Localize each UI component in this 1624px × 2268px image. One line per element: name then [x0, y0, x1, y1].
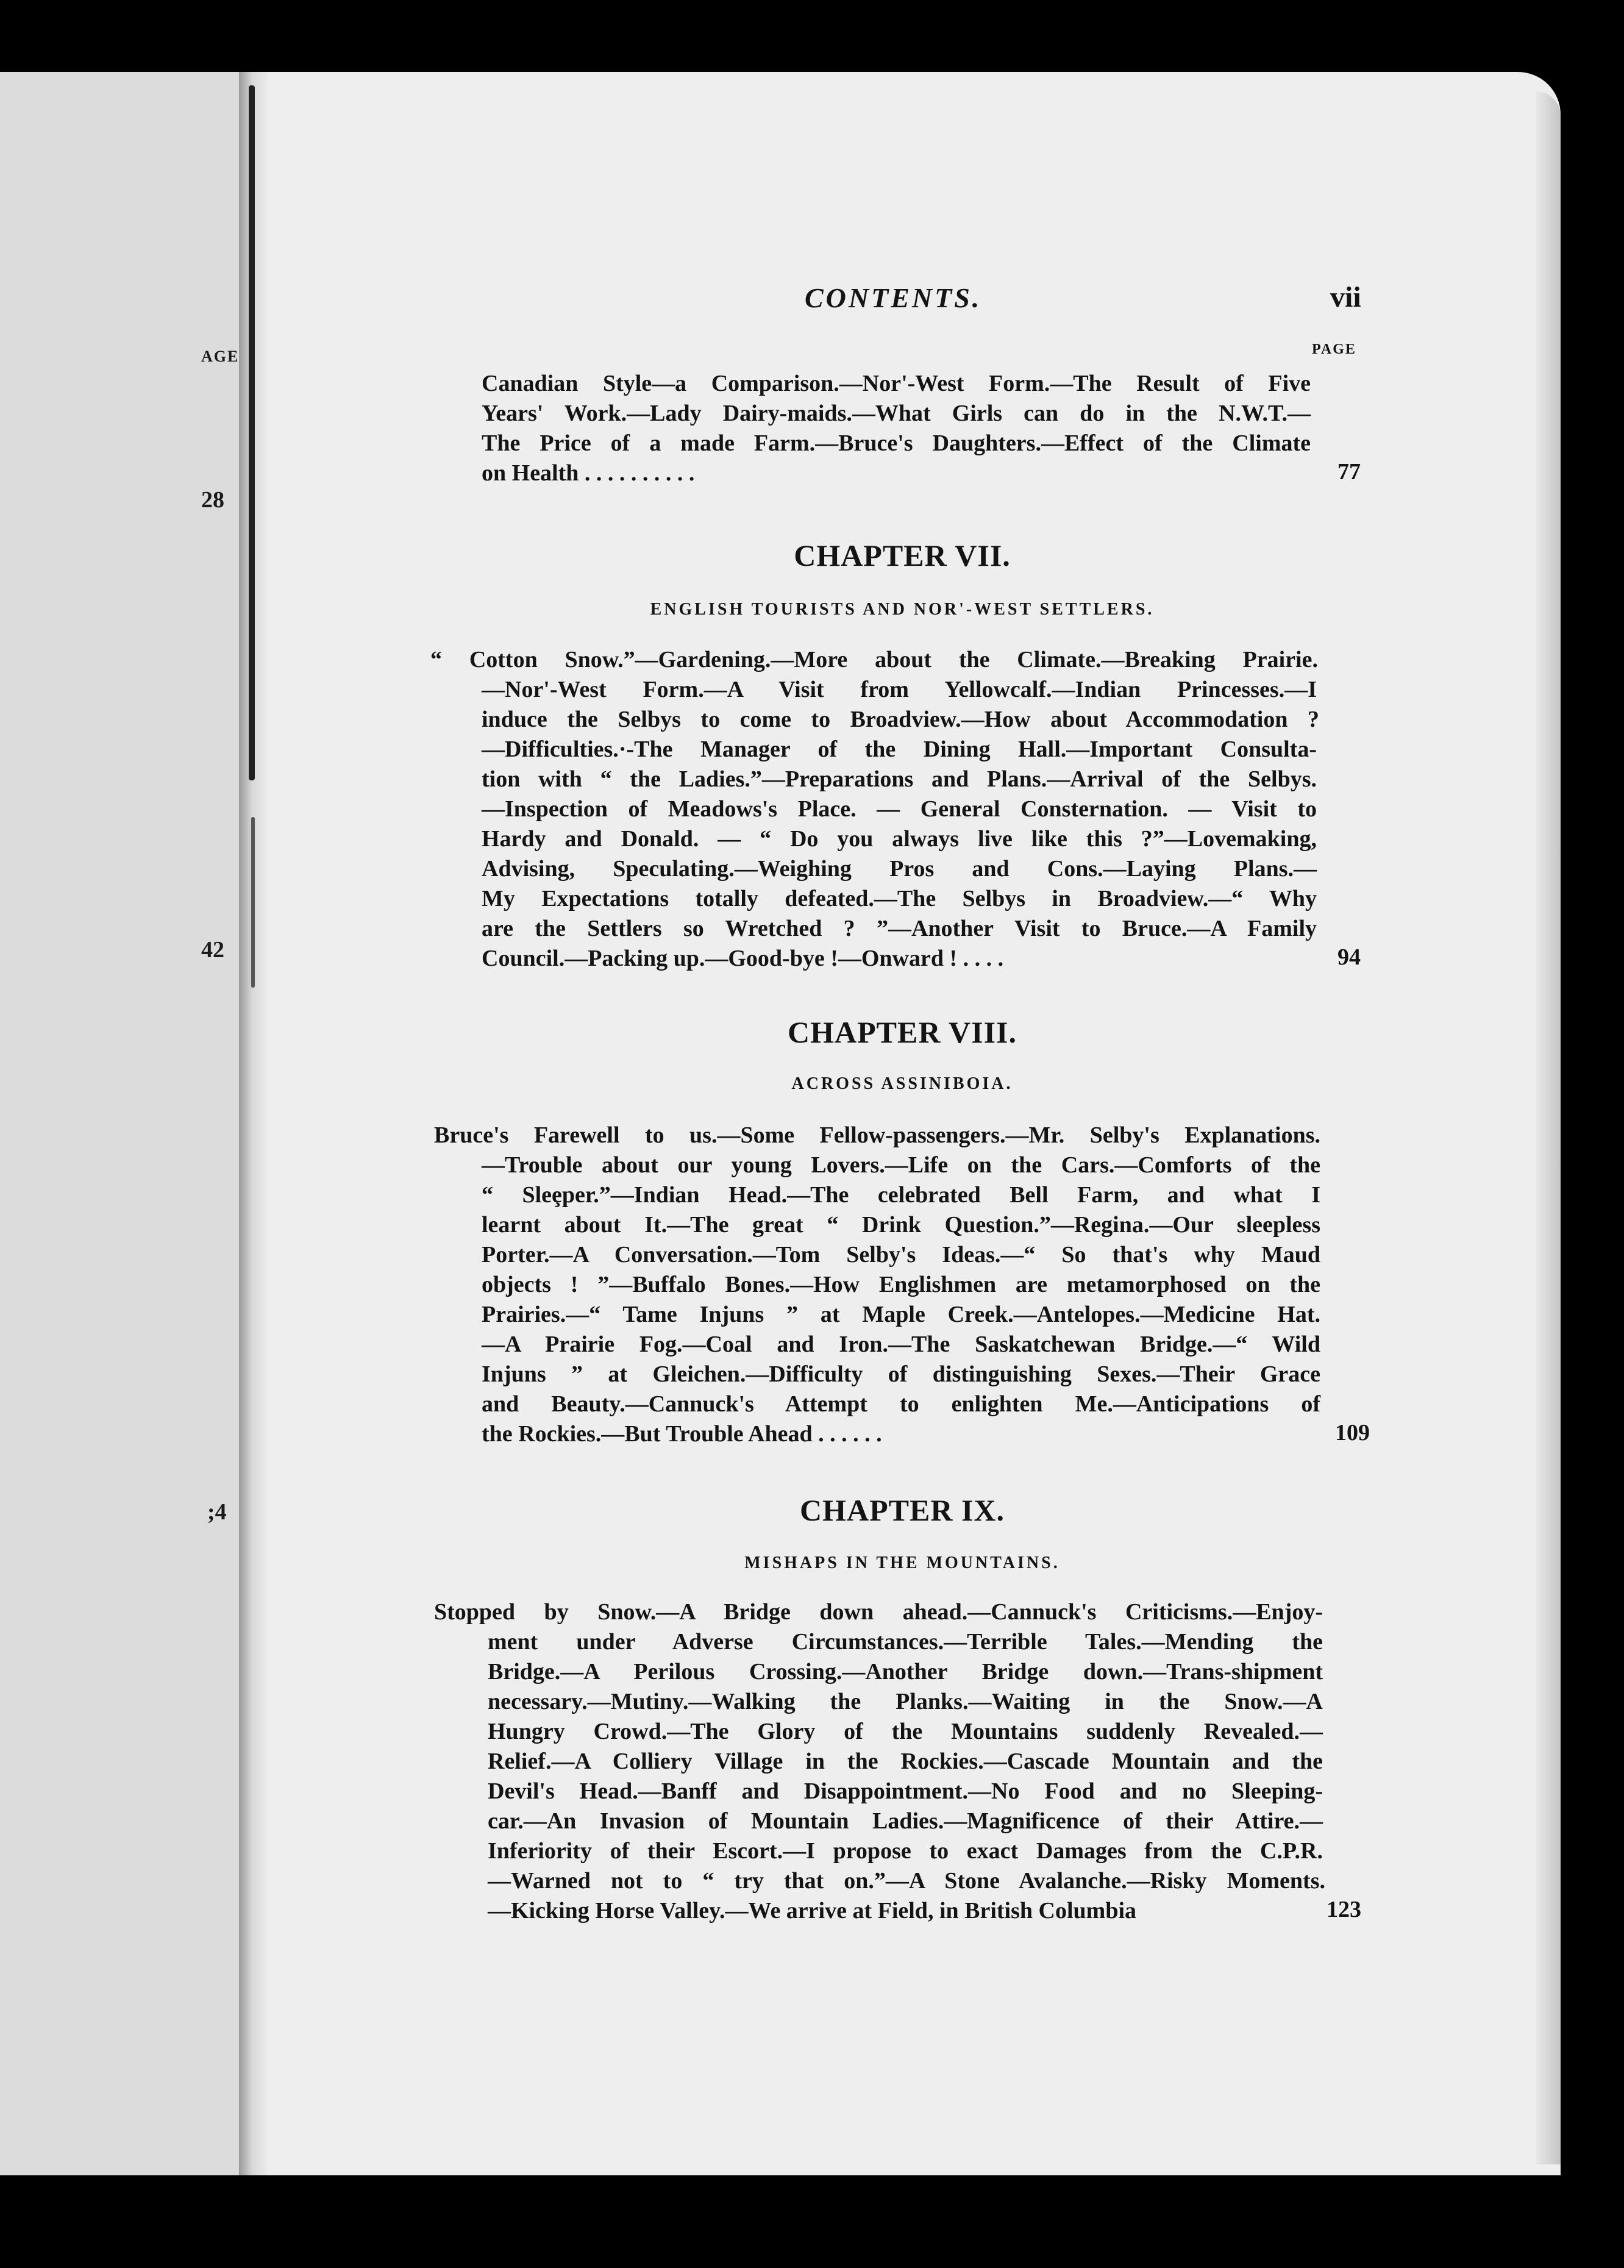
- toc-line: induce the Selbys to come to Broadview.—How about Accommodation ?: [482, 707, 1319, 732]
- toc-line: —Difficulties.·-The Manager of the Dining Hall.—Important Consulta-: [482, 736, 1317, 762]
- toc-line: Hardy and Donald. — “ Do you always live like this ?”—Lovemaking,: [482, 826, 1317, 852]
- chapter-title: CHAPTER VIII.: [787, 1015, 1017, 1049]
- toc-line: —Inspection of Meadows's Place. — General Consternation. — Visit to: [482, 796, 1317, 822]
- toc-line: car.—An Invasion of Mountain Ladies.—Magnificence of their Attire.—: [488, 1808, 1323, 1834]
- toc-line: on Health . . . . . . . . . .: [482, 460, 695, 486]
- toc-line: Porter.—A Conversation.—Tom Selby's Ideas.—“ So that's why Maud: [482, 1242, 1320, 1268]
- gutter-shadow: [249, 85, 255, 780]
- toc-line: Canadian Style—a Comparison.—Nor'-West Form.—The Result of Five: [482, 371, 1311, 396]
- toc-line: Relief.—A Colliery Village in the Rockies.—Cascade Mountain and the: [488, 1749, 1323, 1774]
- chapter-subtitle: MISHAPS IN THE MOUNTAINS.: [744, 1553, 1060, 1572]
- toc-line: —Kicking Horse Valley.—We arrive at Field, in British Columbia: [488, 1898, 1137, 1924]
- toc-line: —A Prairie Fog.—Coal and Iron.—The Saskatchewan Bridge.—“ Wild: [482, 1332, 1320, 1357]
- toc-line: Prairies.—“ Tame Injuns ” at Maple Creek.—Antelopes.—Medicine Hat.: [482, 1302, 1320, 1327]
- toc-line: Council.—Packing up.—Good-bye !—Onward ! . . . .: [482, 946, 1004, 971]
- toc-line: Devil's Head.—Banff and Disappointment.—No Food and no Sleeping-: [488, 1778, 1323, 1804]
- toc-line: Hungry Crowd.—The Glory of the Mountains suddenly Revealed.—: [488, 1719, 1323, 1744]
- toc-line: Years' Work.—Lady Dairy-maids.—What Girls can do in the N.W.T.—: [482, 401, 1311, 426]
- left-page-label: AGE: [201, 348, 240, 365]
- toc-line: and Beauty.—Cannuck's Attempt to enlighten Me.—Anticipations of: [482, 1391, 1320, 1417]
- running-head: CONTENTS.: [805, 282, 982, 313]
- toc-line: “ Cotton Snow.”—Gardening.—More about the Climate.—Breaking Prairie.: [430, 647, 1318, 672]
- page-folio: vii: [1330, 281, 1361, 313]
- toc-line: necessary.—Mutiny.—Walking the Planks.—Waiting in the Snow.—A: [488, 1689, 1323, 1714]
- toc-line: learnt about It.—The great “ Drink Question.”—Regina.—Our sleepless: [482, 1212, 1320, 1238]
- toc-line: Bridge.—A Perilous Crossing.—Another Bridge down.—Trans-shipment: [488, 1659, 1323, 1685]
- toc-page-number: 109: [1335, 1420, 1370, 1446]
- toc-page-number: 123: [1327, 1897, 1361, 1922]
- page-column-label: PAGE: [1312, 341, 1356, 357]
- chapter-title: CHAPTER IX.: [799, 1493, 1005, 1527]
- left-page-fragment: [0, 72, 239, 2175]
- toc-line: The Price of a made Farm.—Bruce's Daughters.—Effect of the Climate: [482, 430, 1311, 456]
- toc-line: tion with “ the Ladies.”—Preparations and Plans.—Arrival of the Selbys.: [482, 766, 1317, 792]
- toc-line: —Warned not to “ try that on.”—A Stone Avalanche.—Risky Moments.: [488, 1868, 1325, 1894]
- toc-line: —Nor'-West Form.—A Visit from Yellowcalf.—Indian Princesses.—I: [482, 677, 1317, 702]
- toc-line: the Rockies.—But Trouble Ahead . . . . . .: [482, 1421, 882, 1447]
- toc-line: “ Sleȩper.”—Indian Head.—The celebrated Bell Farm, and what I: [482, 1182, 1320, 1208]
- chapter-subtitle: ACROSS ASSINIBOIA.: [791, 1074, 1013, 1093]
- toc-line: Injuns ” at Gleichen.—Difficulty of distinguishing Sexes.—Their Grace: [482, 1361, 1320, 1387]
- toc-line: Stopped by Snow.—A Bridge down ahead.—Cannuck's Criticisms.—Enjoy-: [434, 1599, 1323, 1625]
- toc-page-number: 77: [1337, 459, 1361, 485]
- toc-line: My Expectations totally defeated.—The Selbys in Broadview.—“ Why: [482, 886, 1317, 911]
- toc-line: ment under Adverse Circumstances.—Terrible Tales.—Mending the: [488, 1629, 1323, 1655]
- left-page-number: ;4: [207, 1499, 227, 1525]
- toc-line: Inferiority of their Escort.—I propose to exact Damages from the C.P.R.: [488, 1838, 1323, 1864]
- toc-page-number: 94: [1337, 944, 1361, 970]
- left-page-number: 42: [201, 937, 224, 963]
- toc-line: are the Settlers so Wretched ? ”—Another Visit to Bruce.—A Family: [482, 916, 1317, 941]
- toc-line: Advising, Speculating.—Weighing Pros and Cons.—Laying Plans.—: [482, 856, 1317, 882]
- left-page-number: 28: [201, 487, 224, 513]
- toc-line: Bruce's Farewell to us.—Some Fellow-passengers.—Mr. Selby's Explanations.: [434, 1122, 1320, 1148]
- chapter-title: CHAPTER VII.: [794, 538, 1011, 572]
- toc-line: —Trouble about our young Lovers.—Life on the Cars.—Comforts of the: [482, 1152, 1320, 1178]
- toc-line: objects ! ”—Buffalo Bones.—How Englishmen are metamorphosed on the: [482, 1272, 1320, 1297]
- chapter-subtitle: ENGLISH TOURISTS AND NOR'-WEST SETTLERS.: [650, 600, 1155, 619]
- gutter-shadow: [251, 817, 255, 988]
- page-edge: [1536, 91, 1561, 2164]
